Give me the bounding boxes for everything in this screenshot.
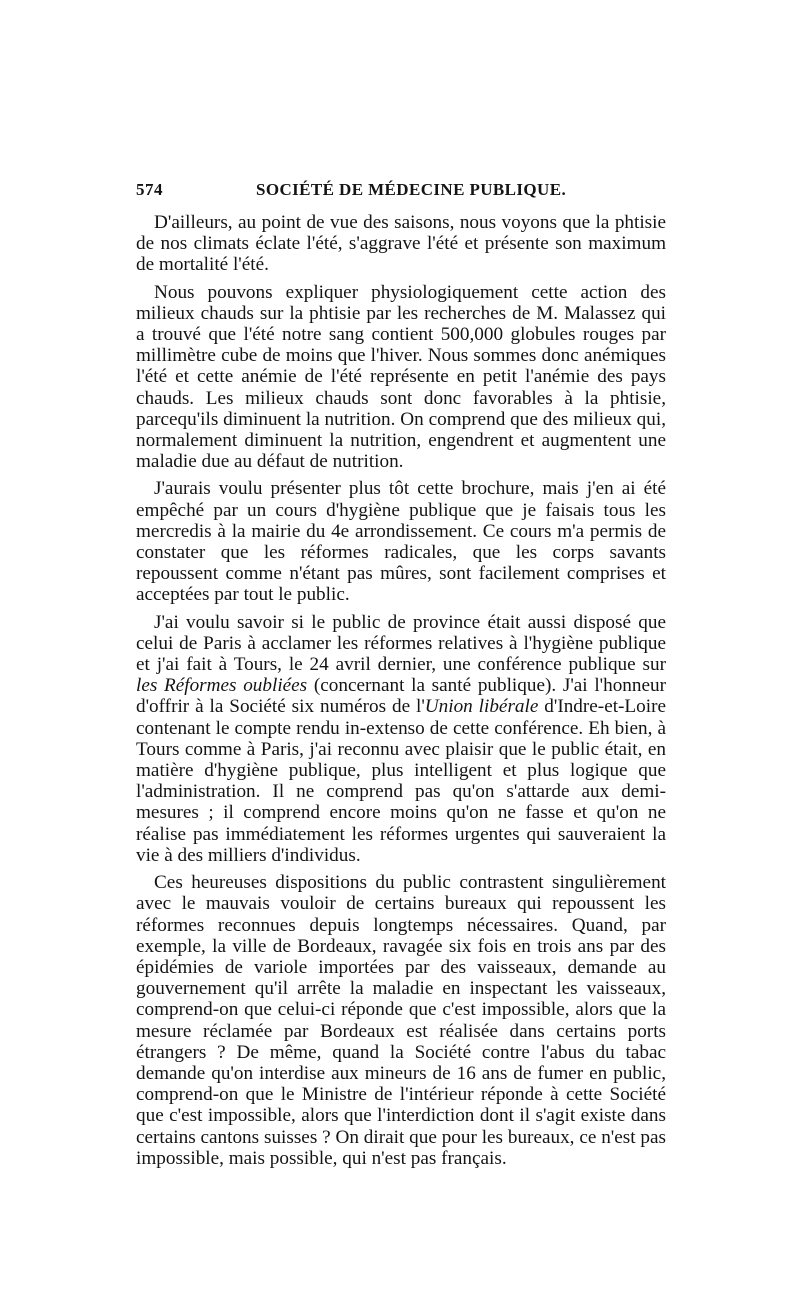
paragraph-bureaux: Ces heureuses dispositions du public contrastent singulièrement avec le mauvais vouloir de certains bureaux qui repoussent les réformes reconnues depuis longtemps nécessaires. Quand, par exemple, la ville de Bordeaux, ravagée six fois en trois ans par des épidémies de variole importées par des vaisseaux, demande au gouvernement qu'il arrête la maladie en inspectant les vaisseaux, comprend-on que celui-ci réponde que c'est impossible, alors que la mesure réclamée par Bordeaux est réalisée dans certains ports étrangers ? De même, quand la Société contre l'abus du tabac demande qu'on interdise aux mineurs de 16 ans de fumer en public, comprend-on que le Ministre de l'intérieur réponde à cette Société que c'est impossible, alors que l'interdiction dont il s'agit existe dans certains cantons suisses ? On dirait que pour les bureaux, ce n'est pas impossible, mais possible, qui n'est pas français. <box>136 872 666 1169</box>
page-number: 574 <box>136 180 163 199</box>
journal-title: Union libérale <box>424 696 539 718</box>
conference-title: les Réformes oubliées <box>136 675 308 697</box>
paragraph-brochure: J'aurais voulu présenter plus tôt cette brochure, mais j'en ai été empêché par un cours d'hygiène publique que je faisais tous les mercredis à la mairie du 4e arrondissement. Ce cours m'a permis de constater que les réformes radicales, que les corps savants repoussent comme n'étant pas mûres, sont facilement comprises et acceptées par tout le public. <box>136 478 666 606</box>
paragraph-text-segment: (concernant la santé publique). J'ai l'honneur d'offrir à la Société six numéros de l' <box>136 675 666 718</box>
page-header <box>136 176 666 202</box>
body-text <box>136 212 666 1169</box>
paragraph-text-segment: J'ai voulu savoir si le public de province était aussi disposé que celui de Paris à acclamer les réformes relatives à l'hygiène publique et j'ai fait à Tours, le 24 avril dernier, une conférence publique sur <box>136 611 666 676</box>
paragraph-text-segment: d'Indre-et-Loire contenant le compte rendu in-extenso de cette conférence. Eh bien, à Tours comme à Paris, j'ai reconnu avec plaisir que le public était, en matière d'hygiène publique, plus intelligent et plus logique que l'administration. Il ne comprend pas qu'on s'attarde aux demi-mesures ; il comprend encore moins qu'on ne fasse et qu'on ne réalise pas immédiatement les réformes urgentes qui sauveraient la vie à des milliers d'individus. <box>136 696 666 866</box>
paragraph-tours-conference <box>136 612 666 866</box>
running-title: SOCIÉTÉ DE MÉDECINE PUBLIQUE. <box>256 180 567 199</box>
paragraph-physiology: Nous pouvons expliquer physiologiquement cette action des milieux chauds sur la phtisie par les recherches de M. Malassez qui a trouvé que l'été notre sang contient 500,000 globules rouges par millimètre cube de moins que l'hiver. Nous sommes donc anémiques l'été et cette anémie de l'été représente en petit l'anémie des pays chauds. Les milieux chauds sont donc favorables à la phtisie, parcequ'ils diminuent la nutrition. On comprend que des milieux qui, normalement diminuent la nutrition, engendrent et augmentent une maladie due au défaut de nutrition. <box>136 281 666 473</box>
paragraph-seasons: D'ailleurs, au point de vue des saisons, nous voyons que la phtisie de nos climats éclate l'été, s'aggrave l'été et présente son maximum de mortalité l'été. <box>136 212 666 276</box>
book-page <box>136 176 666 1175</box>
